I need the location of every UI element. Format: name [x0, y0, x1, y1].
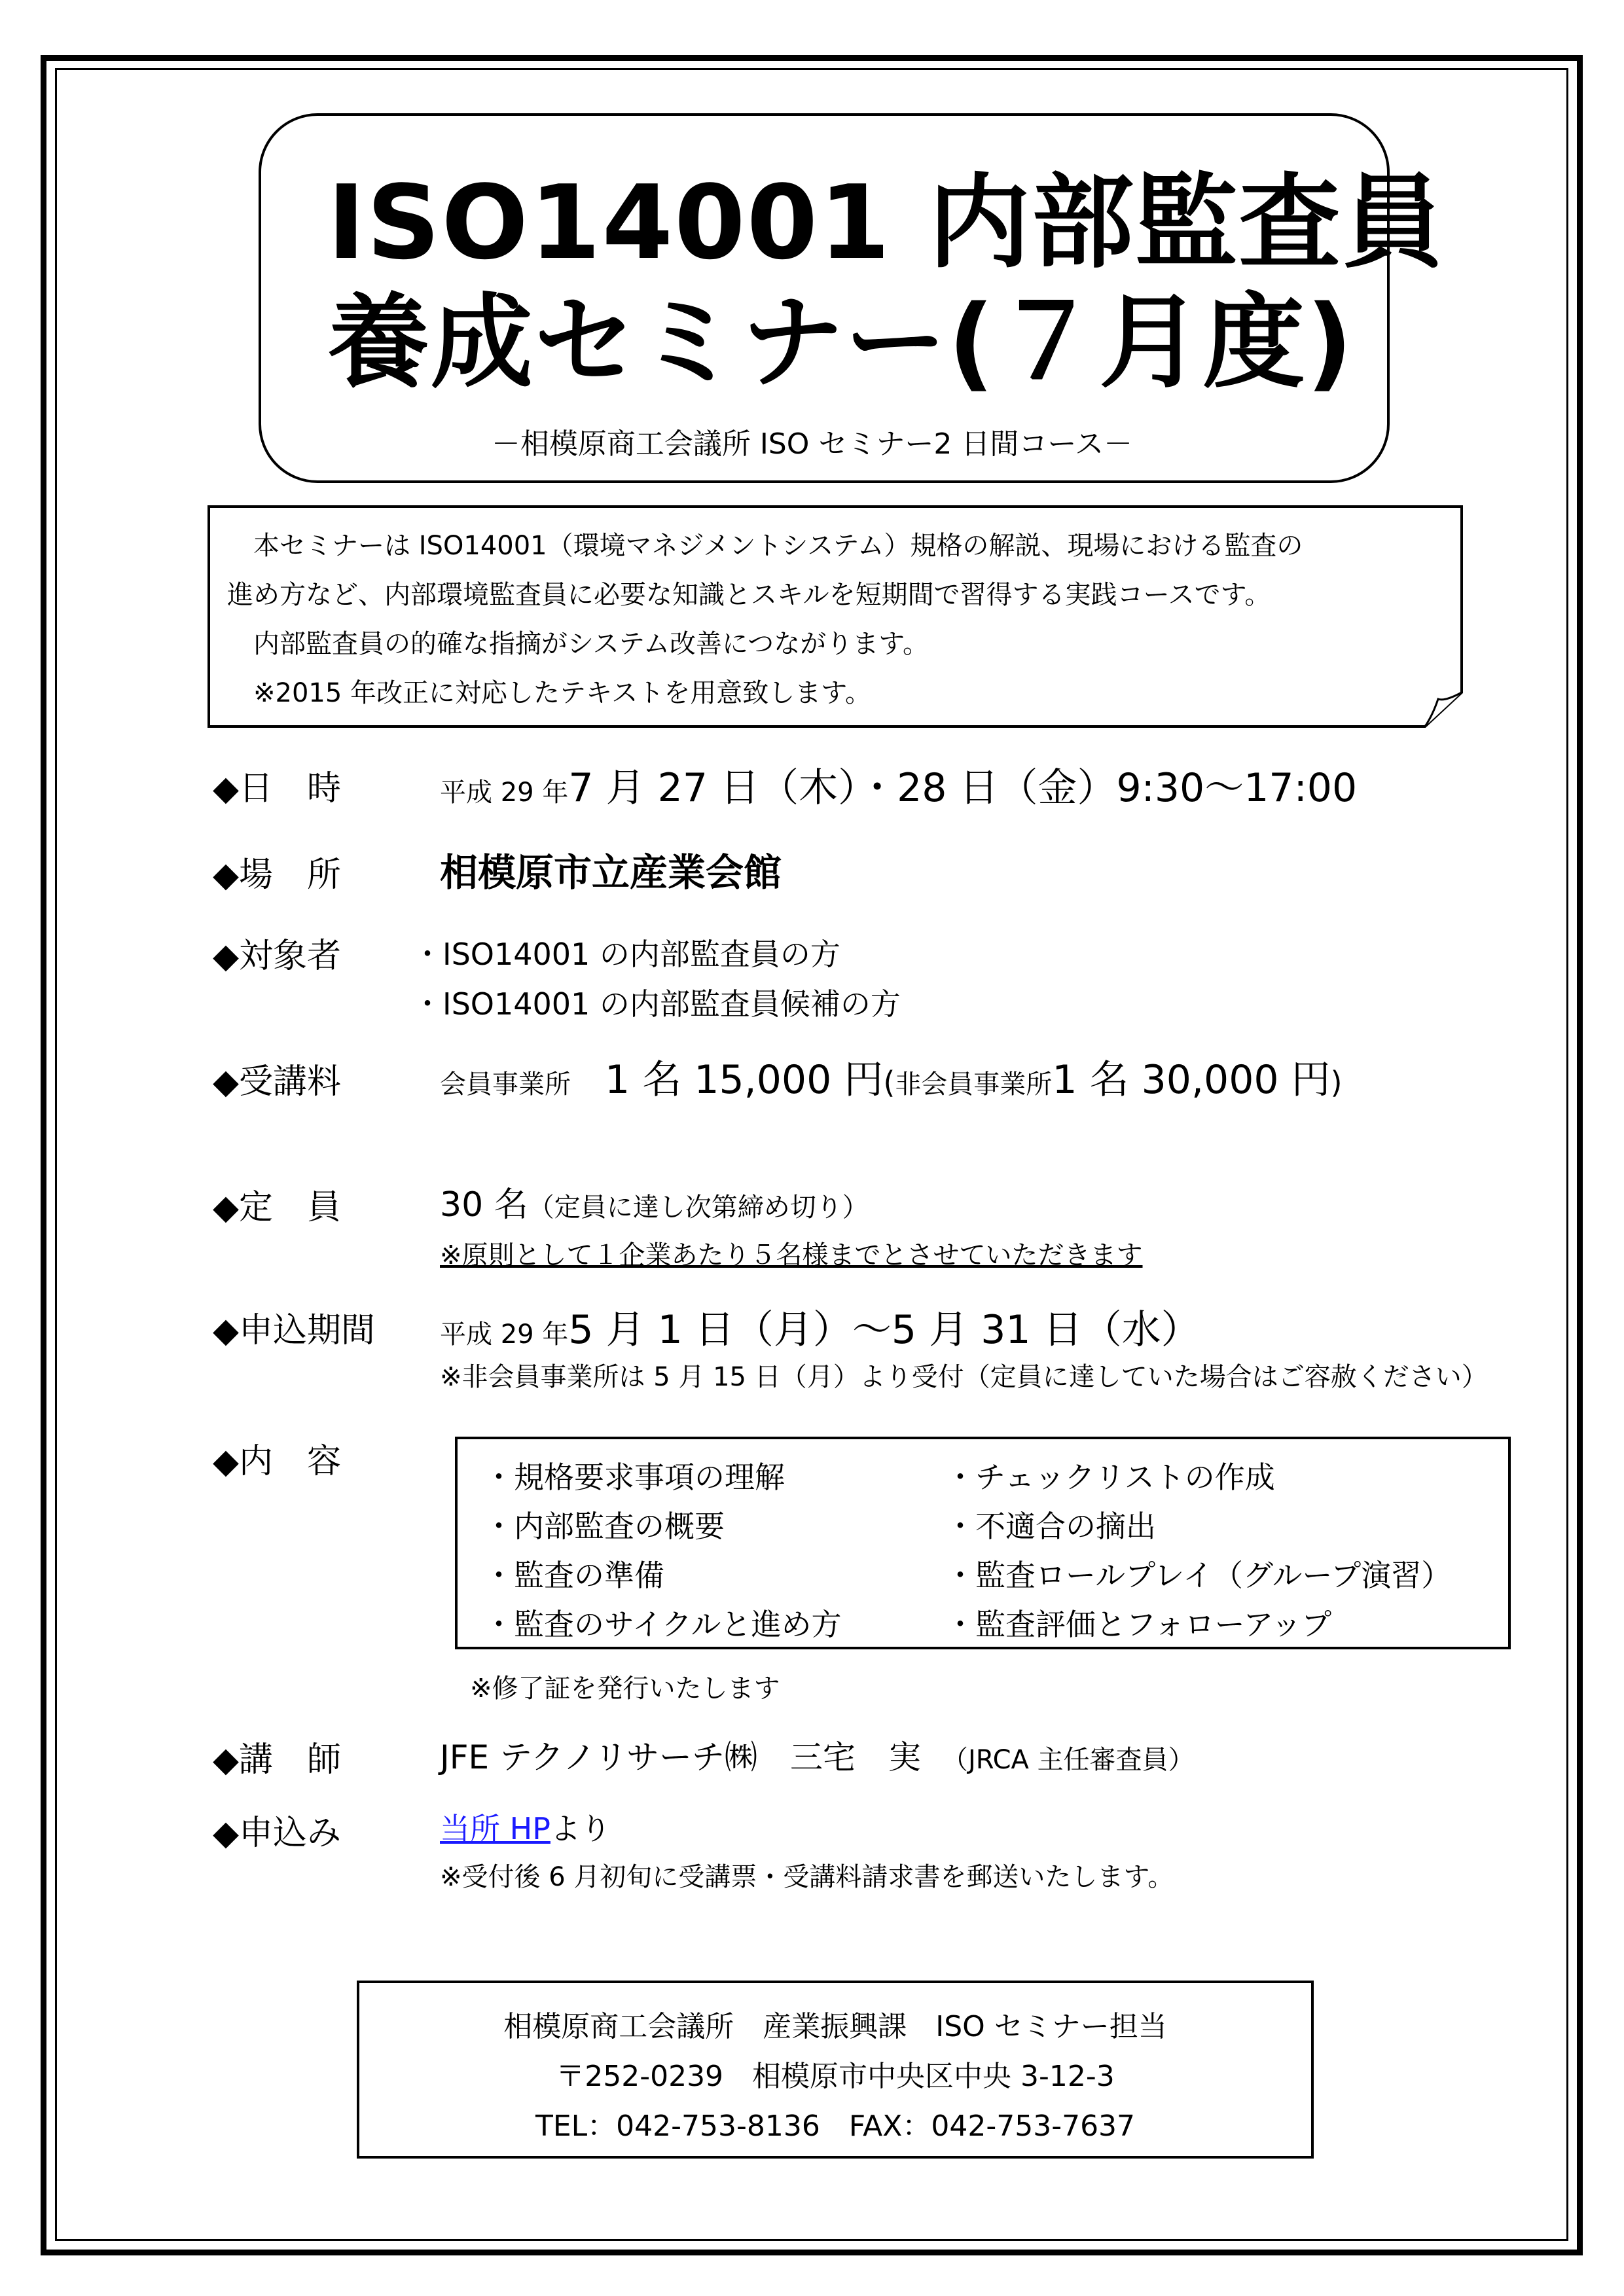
contents-label: ◆内 容 [213, 1442, 341, 1481]
application-period-note: ※非会員事業所は 5 月 15 日（月）より受付（定員に達していた場合はご容赦ください） [440, 1362, 1488, 1392]
capacity-label: ◆定 員 [213, 1188, 341, 1227]
target-label: ◆対象者 [213, 937, 341, 976]
homepage-link[interactable]: 当所 HP [440, 1811, 550, 1846]
description-line: 内部監査員の的確な指摘がシステム改善につながります。 [227, 629, 929, 659]
instructor-value: JFE テクノリサーチ㈱ 三宅 実 （JRCA 主任審査員） [440, 1738, 1195, 1776]
contents-item: ・監査のサイクルと進め方 [484, 1607, 842, 1642]
venue-label: ◆場 所 [213, 855, 341, 895]
description-line: 本セミナーは ISO14001（環境マネジメントシステム）規格の解説、現場における監査の [227, 531, 1303, 561]
venue-value: 相模原市立産業会館 [440, 850, 782, 895]
target-item: ・ISO14001 の内部監査員の方 [412, 937, 840, 972]
description-box [208, 505, 1463, 728]
apply-label: ◆申込み [213, 1814, 341, 1853]
page-title-line2: 養成セミナー(７月度) [327, 283, 1354, 402]
contents-item: ・チェックリストの作成 [945, 1460, 1275, 1495]
datetime-value: 平成 29 年7 月 27 日（木）・28 日（金）9:30～17:00 [440, 765, 1358, 811]
contact-phone: TEL：042-753-8136 FAX：042-753-7637 [535, 2109, 1136, 2143]
page-subtitle: －相模原商工会議所 ISO セミナー2 日間コース－ [491, 427, 1133, 461]
description-line: 進め方など、内部環境監査員に必要な知識とスキルを短期間で習得する実践コースです。 [227, 580, 1271, 610]
application-period-value: 平成 29 年5 月 1 日（月）～5 月 31 日（水） [440, 1307, 1200, 1353]
contact-address: 〒252-0239 相模原市中央区中央 3-12-3 [556, 2060, 1115, 2093]
instructor-label: ◆講 師 [213, 1740, 341, 1780]
capacity-note: ※原則として１企業あたり５名様までとさせていただきます [440, 1240, 1143, 1270]
datetime-label: ◆日 時 [213, 769, 341, 808]
contents-note: ※修了証を発行いたします [470, 1674, 780, 1704]
contents-item: ・監査の準備 [484, 1558, 664, 1593]
contents-item: ・規格要求事項の理解 [484, 1460, 785, 1495]
fee-value: 会員事業所 1 名 15,000 円(非会員事業所1 名 30,000 円) [440, 1057, 1343, 1103]
page-title-line1: ISO14001 内部監査員 [327, 163, 1446, 282]
target-item: ・ISO14001 の内部監査員候補の方 [412, 986, 901, 1022]
contact-box [357, 1981, 1314, 2159]
contents-item: ・監査ロールプレイ（グループ演習） [945, 1558, 1452, 1593]
application-period-label: ◆申込期間 [213, 1311, 375, 1350]
apply-value: 当所 HPより [440, 1811, 611, 1846]
apply-note: ※受付後 6 月初旬に受講票・受講料請求書を郵送いたします。 [440, 1862, 1174, 1892]
contents-item: ・不適合の摘出 [945, 1509, 1156, 1544]
capacity-value: 30 名（定員に達し次第締め切り） [440, 1185, 869, 1225]
contents-item: ・監査評価とフォローアップ [945, 1607, 1332, 1642]
contents-item: ・内部監査の概要 [484, 1509, 725, 1544]
contact-line: 相模原商工会議所 産業振興課 ISO セミナー担当 [503, 2010, 1167, 2043]
contents-box [455, 1437, 1511, 1649]
description-line: ※2015 年改正に対応したテキストを用意致します。 [227, 678, 872, 708]
fee-label: ◆受講料 [213, 1062, 341, 1102]
